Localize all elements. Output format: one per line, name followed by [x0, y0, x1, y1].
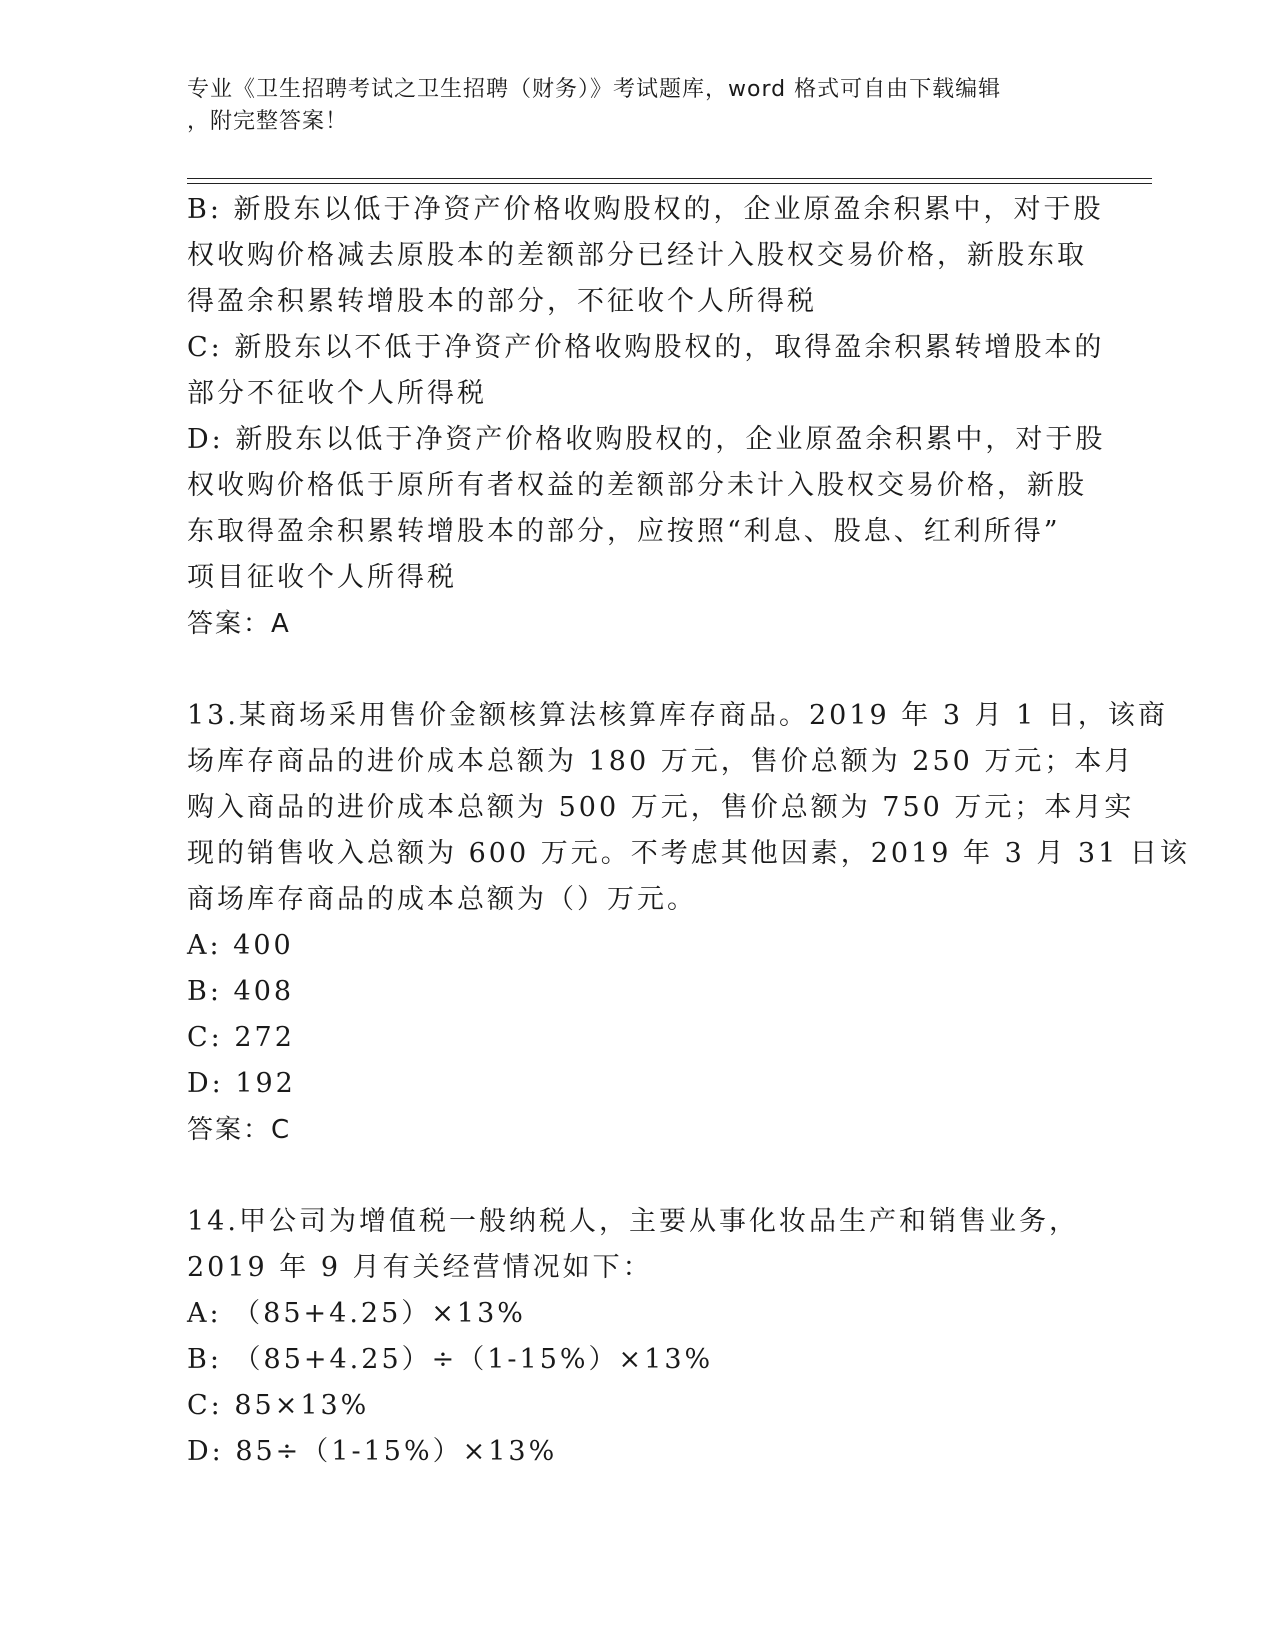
page-header	[187, 74, 1067, 138]
stem-line: 14.甲公司为增值税一般纳税人，主要从事化妆品生产和销售业务，	[187, 1206, 1079, 1237]
option-line: 得盈余积累转增股本的部分，不征收个人所得税	[187, 286, 817, 317]
q12-option-c	[187, 325, 1105, 417]
option-line: D: 新股东以低于净资产价格收购股权的，企业原盈余积累中，对于股	[187, 424, 1106, 455]
q13-answer: 答案：C	[187, 1115, 292, 1145]
q13-option-c: C: 272	[187, 1022, 295, 1053]
q13-stem	[187, 693, 1190, 923]
stem-line: 购入商品的进价成本总额为 500 万元，售价总额为 750 万元；本月实	[187, 792, 1135, 823]
option-line: B: 新股东以低于净资产价格收购股权的，企业原盈余积累中，对于股	[187, 194, 1104, 225]
stem-line: 场库存商品的进价成本总额为 180 万元，售价总额为 250 万元；本月	[187, 746, 1135, 777]
q14-stem	[187, 1199, 1087, 1291]
q12-option-d	[187, 417, 1106, 601]
header-line-2: ，附完整答案！	[187, 109, 349, 134]
option-line: 权收购价格减去原股本的差额部分已经计入股权交易价格，新股东取	[187, 240, 1087, 271]
stem-line: 现的销售收入总额为 600 万元。不考虑其他因素，2019 年 3 月 31 日该	[187, 838, 1190, 869]
option-line: 项目征收个人所得税	[187, 562, 457, 593]
stem-line: 商场库存商品的成本总额为（）万元。	[187, 884, 697, 915]
q13-options	[187, 923, 1087, 1107]
spacer	[187, 647, 1087, 693]
header-rule-bottom	[187, 183, 1152, 184]
option-line: 部分不征收个人所得税	[187, 378, 487, 409]
stem-line: 13.某商场采用售价金额核算法核算库存商品。2019 年 3 月 1 日，该商	[187, 700, 1168, 731]
q14-option-d: D: 85÷（1-15%）×13%	[187, 1436, 558, 1467]
option-line: 权收购价格低于原所有者权益的差额部分未计入股权交易价格，新股	[187, 470, 1087, 501]
q13-option-d: D: 192	[187, 1068, 296, 1099]
q14-option-c: C: 85×13%	[187, 1390, 370, 1421]
stem-line: 2019 年 9 月有关经营情况如下：	[187, 1252, 653, 1283]
q12-answer: 答案：A	[187, 609, 291, 639]
q13-option-a: A: 400	[187, 930, 294, 961]
header-rule-top	[187, 178, 1152, 179]
question-content	[187, 187, 1190, 1475]
q13-option-b: B: 408	[187, 976, 295, 1007]
option-line: 东取得盈余积累转增股本的部分，应按照“利息、股息、红利所得”	[187, 516, 1061, 547]
q14-options	[187, 1291, 1087, 1475]
header-line-1: 专业《卫生招聘考试之卫生招聘（财务）》考试题库，word 格式可自由下载编辑	[187, 77, 1002, 102]
q14-option-a: A: （85+4.25）×13%	[187, 1298, 526, 1329]
option-line: C: 新股东以不低于净资产价格收购股权的，取得盈余积累转增股本的	[187, 332, 1105, 363]
q14-option-b: B: （85+4.25）÷（1-15%）×13%	[187, 1344, 714, 1375]
q12-option-b	[187, 187, 1104, 325]
spacer	[187, 1153, 1087, 1199]
